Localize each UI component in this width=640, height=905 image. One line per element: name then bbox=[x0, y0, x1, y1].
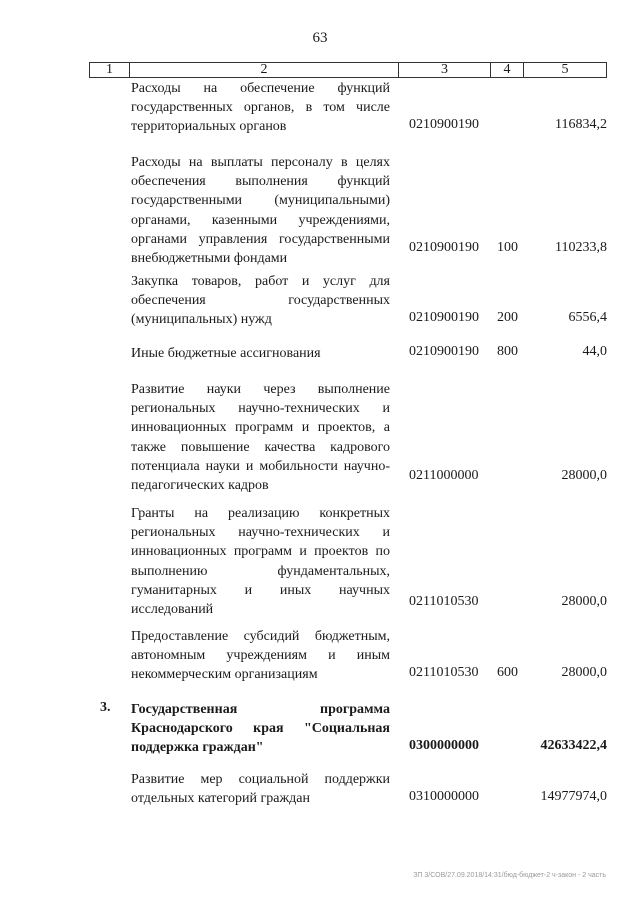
row-description: Развитие мер социальной поддержки отдельных категорий граждан bbox=[131, 772, 390, 807]
document-footer: ЗП 3/СОВ/27.09.2018/14:31/бюд-бюджет-2 ч-закон - 2 часть bbox=[413, 872, 606, 879]
row-description: Предоставление субсидий бюджетным, автономным учреждениям и иным некоммерческим организациям bbox=[131, 629, 390, 683]
row-code: 0210900190 bbox=[409, 240, 479, 255]
row-amount: 14977974,0 bbox=[540, 789, 607, 804]
row-code: 0210900190 bbox=[409, 344, 479, 359]
row-code: 0211000000 bbox=[409, 468, 479, 483]
row-description: Иные бюджетные ассигнования bbox=[131, 346, 321, 361]
row-amount: 42633422,4 bbox=[540, 738, 607, 753]
row-amount: 116834,2 bbox=[555, 117, 607, 132]
row-number: 3. bbox=[100, 700, 111, 715]
row-description: Развитие науки через выполнение региональных научно-технических и инновационных программ и проектов, а также повышение качества кадрового потенциала науки и мобильности научно-педагогических кадров bbox=[131, 382, 390, 494]
row-description: Закупка товаров, работ и услуг для обеспечения государственных (муниципальных) нужд bbox=[131, 274, 390, 328]
row-description: Гранты на реализацию конкретных региональных научно-технических и инновационных программ и проектов по выполнению фундаментальных, гуманитарных и иных научных исследований bbox=[131, 506, 390, 618]
row-amount: 110233,8 bbox=[555, 240, 607, 255]
row-amount: 28000,0 bbox=[561, 468, 607, 483]
row-code: 0310000000 bbox=[409, 789, 479, 804]
row-code: 0210900190 bbox=[409, 117, 479, 132]
row-description: Государственная программа Краснодарского края "Социальная поддержка граждан" bbox=[131, 702, 390, 756]
row-amount: 44,0 bbox=[582, 344, 607, 359]
row-amount: 28000,0 bbox=[561, 594, 607, 609]
row-code: 0210900190 bbox=[409, 310, 479, 325]
row-code: 0300000000 bbox=[409, 738, 479, 753]
row-amount: 6556,4 bbox=[568, 310, 607, 325]
page-number: 63 bbox=[312, 30, 328, 46]
row-amount: 28000,0 bbox=[561, 665, 607, 680]
row-type: 100 bbox=[497, 240, 518, 255]
header-col-2: 2 bbox=[129, 62, 398, 78]
row-type: 800 bbox=[497, 344, 518, 359]
header-col-4: 4 bbox=[490, 62, 523, 78]
header-col-5: 5 bbox=[523, 62, 607, 78]
row-type: 200 bbox=[497, 310, 518, 325]
row-description: Расходы на обеспечение функций государственных органов, в том числе территориальных органов bbox=[131, 81, 390, 135]
row-type: 600 bbox=[497, 665, 518, 680]
header-col-3: 3 bbox=[398, 62, 490, 78]
header-col-1: 1 bbox=[89, 62, 129, 78]
row-code: 0211010530 bbox=[409, 665, 479, 680]
row-code: 0211010530 bbox=[409, 594, 479, 609]
row-description: Расходы на выплаты персоналу в целях обеспечения выполнения функций государственными (муниципальными) органами, казенными учреждениями, органами управления государственными внебюджетными фондами bbox=[131, 155, 390, 267]
